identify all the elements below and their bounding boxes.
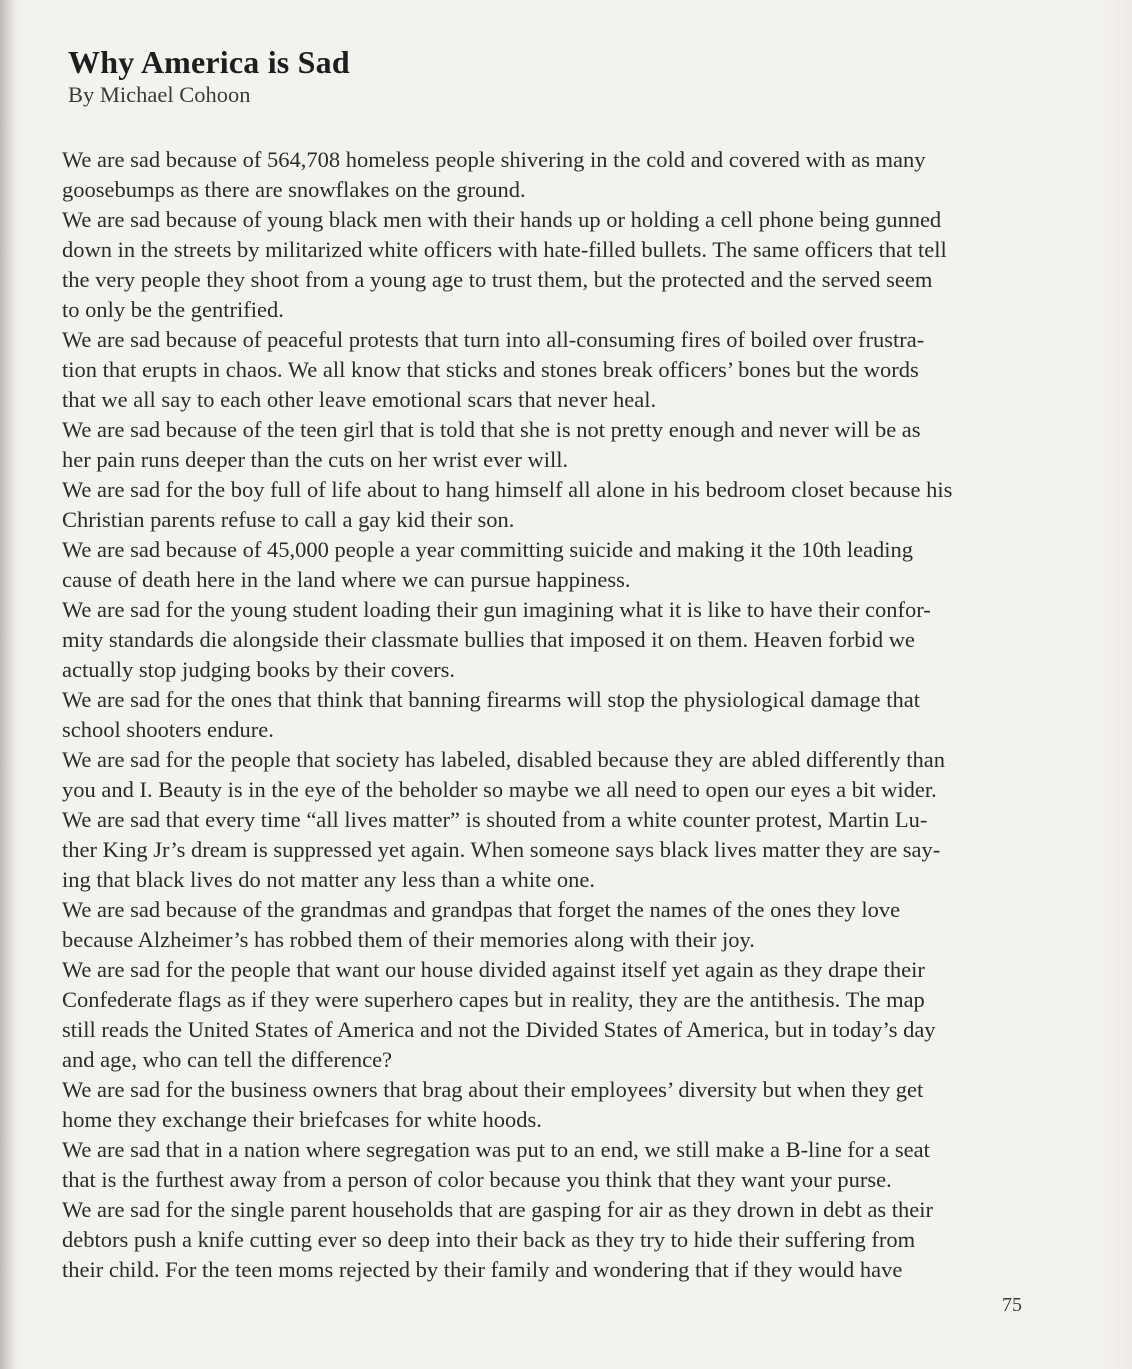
text-line: that is the furthest away from a person of color because you think that they want your purse. <box>62 1167 892 1192</box>
text-line: still reads the United States of America and not the Divided States of America, but in today’s day <box>62 1017 936 1042</box>
text-line: We are sad that in a nation where segregation was put to an end, we still make a B-line for a seat <box>62 1137 930 1162</box>
text-line: We are sad because of the grandmas and grandpas that forget the names of the ones they love <box>62 897 901 922</box>
text-line: to only be the gentrified. <box>62 297 284 322</box>
text-line: mity standards die alongside their classmate bullies that imposed it on them. Heaven forbid we <box>62 627 915 652</box>
text-line: cause of death here in the land where we can pursue happiness. <box>62 567 631 592</box>
poem-byline: By Michael Cohoon <box>68 82 251 107</box>
text-line: We are sad for the business owners that brag about their employees’ diversity but when they get <box>62 1077 924 1102</box>
text-line: We are sad for the single parent households that are gasping for air as they drown in debt as their <box>62 1197 934 1222</box>
text-line: We are sad because of peaceful protests that turn into all-consuming fires of boiled over frustra- <box>62 327 925 352</box>
text-line: that we all say to each other leave emotional scars that never heal. <box>62 387 657 412</box>
text-line: goosebumps as there are snowflakes on the ground. <box>62 177 526 202</box>
text-line: We are sad that every time “all lives matter” is shouted from a white counter protest, Martin Lu- <box>62 807 928 832</box>
text-line: the very people they shoot from a young age to trust them, but the protected and the served seem <box>62 267 933 292</box>
text-line: their child. For the teen moms rejected by their family and wondering that if they would have <box>62 1257 903 1282</box>
binding-shadow <box>0 0 16 1369</box>
text-line: you and I. Beauty is in the eye of the beholder so maybe we all need to open our eyes a bit wider. <box>62 777 937 802</box>
text-line: We are sad for the young student loading their gun imagining what it is like to have their confor- <box>62 597 931 622</box>
text-line: school shooters endure. <box>62 717 274 742</box>
poem-title: Why America is Sad <box>68 44 350 80</box>
text-line: We are sad for the people that society has labeled, disabled because they are abled differently than <box>62 747 946 772</box>
text-line: debtors push a knife cutting ever so deep into their back as they try to hide their suffering from <box>62 1227 916 1252</box>
text-line: her pain runs deeper than the cuts on her wrist ever will. <box>62 447 569 472</box>
text-line: Christian parents refuse to call a gay kid their son. <box>62 507 515 532</box>
page-number: 75 <box>1002 1294 1022 1316</box>
text-line: and age, who can tell the difference? <box>62 1047 393 1072</box>
text-line: actually stop judging books by their covers. <box>62 657 456 682</box>
text-line: We are sad for the ones that think that banning firearms will stop the physiological damage that <box>62 687 920 712</box>
text-line: home they exchange their briefcases for white hoods. <box>62 1107 542 1132</box>
text-line: We are sad because of 564,708 homeless people shivering in the cold and covered with as many <box>62 147 926 172</box>
text-line: Confederate flags as if they were superhero capes but in reality, they are the antithesis. The map <box>62 987 925 1012</box>
text-line: ther King Jr’s dream is suppressed yet again. When someone says black lives matter they are say- <box>62 837 941 862</box>
text-line: We are sad because of young black men with their hands up or holding a cell phone being gunned <box>62 207 942 232</box>
text-line: ing that black lives do not matter any less than a white one. <box>62 867 595 892</box>
text-line: We are sad for the boy full of life about to hang himself all alone in his bedroom closet because his <box>62 477 953 502</box>
poem-body <box>62 145 1052 1285</box>
text-line: We are sad for the people that want our house divided against itself yet again as they drape their <box>62 957 925 982</box>
text-line: We are sad because of the teen girl that is told that she is not pretty enough and never will be as <box>62 417 921 442</box>
text-line: down in the streets by militarized white officers with hate-filled bullets. The same officers that tell <box>62 237 947 262</box>
text-line: because Alzheimer’s has robbed them of their memories along with their joy. <box>62 927 755 952</box>
text-line: tion that erupts in chaos. We all know that sticks and stones break officers’ bones but the words <box>62 357 919 382</box>
text-line: We are sad because of 45,000 people a year committing suicide and making it the 10th leading <box>62 537 914 562</box>
